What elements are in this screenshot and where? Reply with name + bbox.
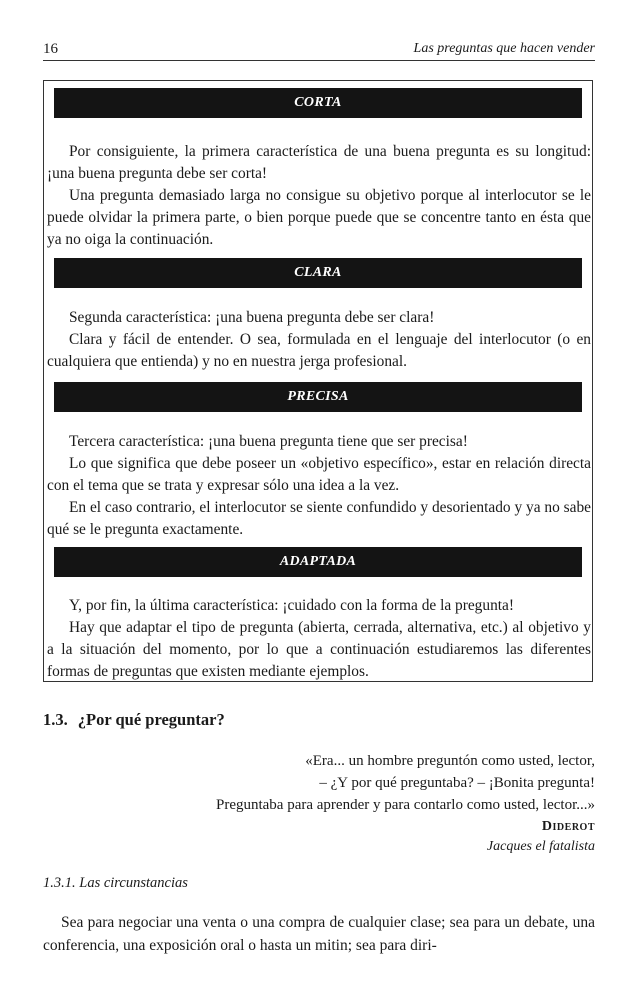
paragraph: Y, por fin, la última característica: ¡cuidado con la forma de la pregunta! [69, 597, 515, 614]
section-text-adaptada [44, 595, 594, 683]
epigraph-line: Preguntaba para aprender y para contarlo como usted, lector...» [215, 797, 595, 813]
section-text-precisa [44, 431, 594, 541]
epigraph-author: Diderot [541, 819, 595, 834]
paragraph: Tercera característica: ¡una buena pregunta tiene que ser precisa! [69, 433, 468, 450]
paragraph: Clara y fácil de entender. O sea, formulada en el lenguaje del interlocutor (o en cualquiera que entienda) y no en nuestra jerga profesional. [47, 331, 591, 370]
section-title: ¿Por qué preguntar? [77, 710, 225, 729]
paragraph: Lo que significa que debe poseer un «objetivo específico», estar en relación directa con el tema que se trata y expresar sólo una idea a la vez. [47, 455, 591, 494]
paragraph: Una pregunta demasiado larga no consigue su objetivo porque al interlocutor se le puede olvidar la primera parte, o bien porque puede que se concentre tanto en ésta que ya no oiga la continuación. [47, 187, 591, 248]
section-text-clara [44, 307, 594, 373]
paragraph: Hay que adaptar el tipo de pregunta (abierta, cerrada, alternativa, etc.) al objetivo y a la situación del momento, por lo que a continuación estudiaremos las diferentes formas de preguntas que existen mediante ejemplos. [47, 619, 591, 680]
section-number: 1.3. [43, 710, 68, 729]
paragraph: Por consiguiente, la primera característica de una buena pregunta es su longitud: ¡una buena pregunta debe ser corta! [47, 143, 591, 182]
subsection-heading: 1.3.1. Las circunstancias [43, 875, 188, 891]
characteristics-box [43, 80, 593, 682]
running-title: Las preguntas que hacen vender [413, 41, 595, 56]
epigraph-line: – ¿Y por qué preguntaba? – ¡Bonita pregunta! [319, 775, 595, 791]
body-text [43, 911, 595, 957]
running-header [43, 40, 595, 61]
epigraph-line: «Era... un hombre preguntón como usted, lector, [305, 753, 595, 769]
paragraph: Segunda característica: ¡una buena pregunta debe ser clara! [69, 309, 435, 326]
epigraph-work: Jacques el fatalista [486, 839, 595, 854]
section-bar-clara: CLARA [54, 258, 582, 288]
section-text-corta [44, 141, 594, 251]
paragraph: En el caso contrario, el interlocutor se siente confundido y desorientado y ya no sabe qué se le pregunta exactamente. [47, 499, 591, 538]
page-number: 16 [43, 41, 58, 57]
section-bar-adaptada: ADAPTADA [54, 547, 582, 577]
epigraph-attribution [487, 817, 595, 857]
section-bar-corta: CORTA [54, 88, 582, 118]
epigraph-quote [216, 750, 595, 816]
section-bar-precisa: PRECISA [54, 382, 582, 412]
paragraph: Sea para negociar una venta o una compra de cualquier clase; sea para un debate, una conferencia, una exposición oral o hasta un mitin; sea para diri- [43, 914, 595, 954]
section-heading [43, 710, 225, 730]
